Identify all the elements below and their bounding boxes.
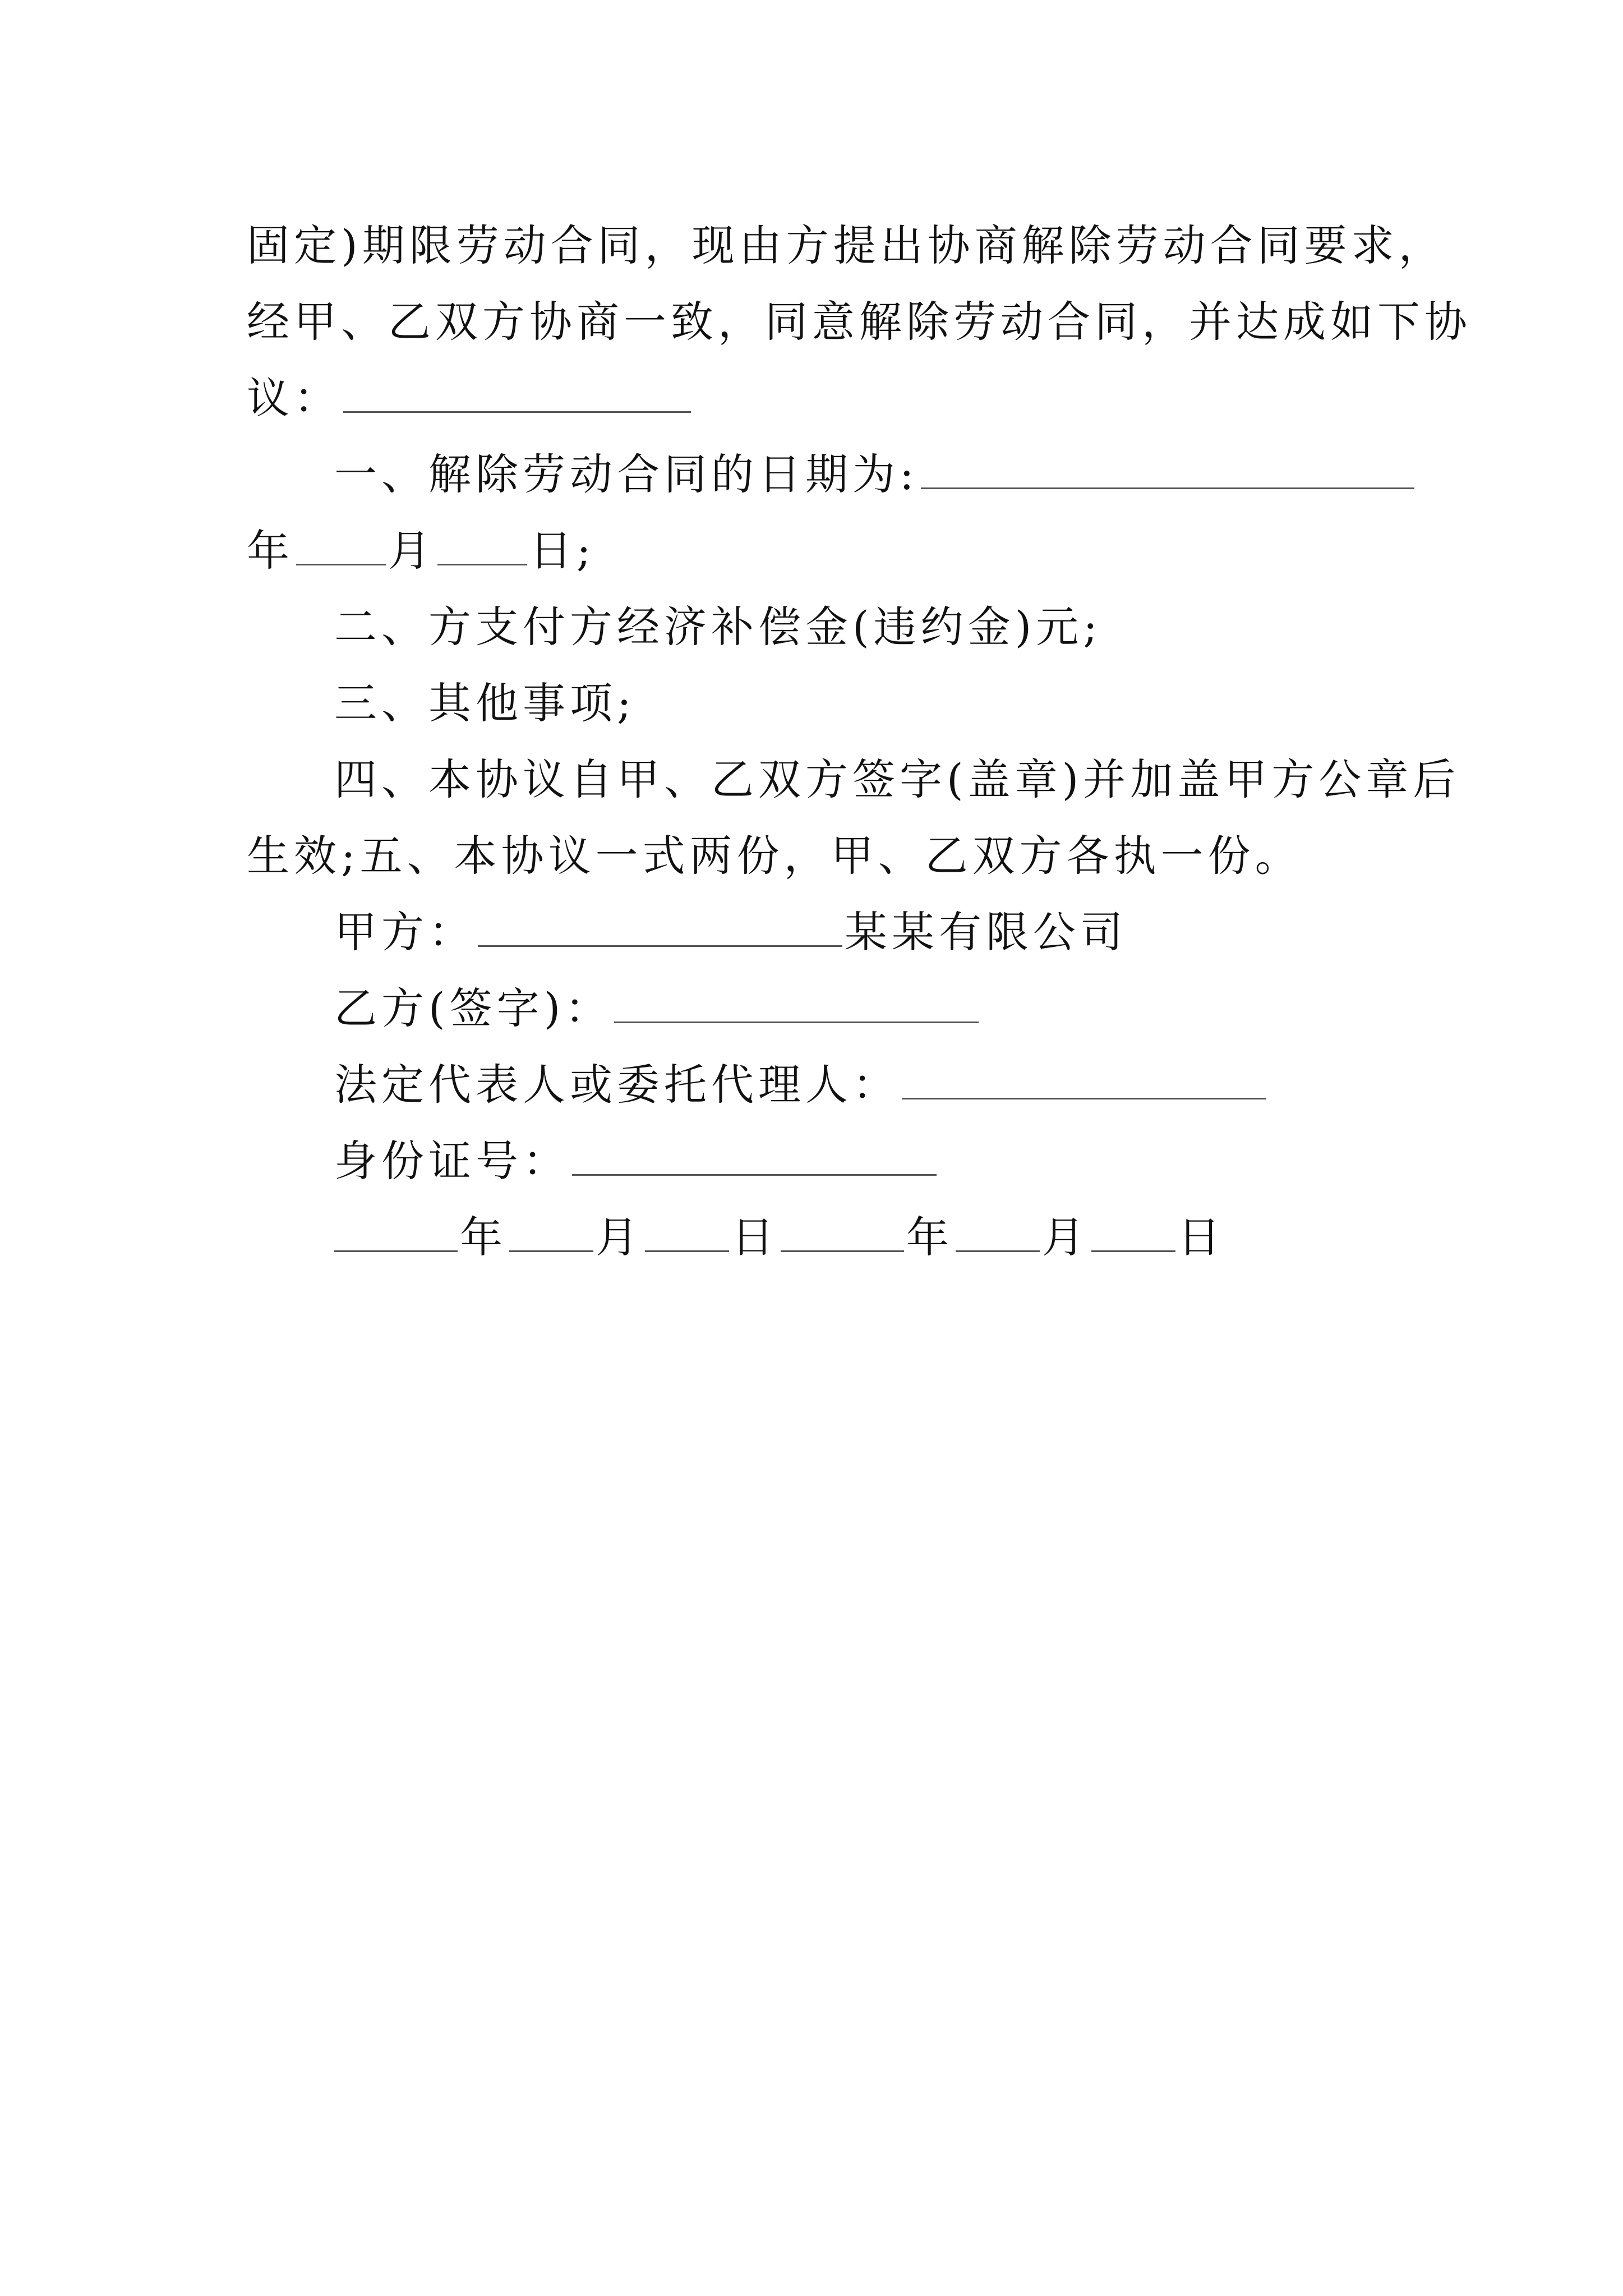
party-a-year-label: 年	[460, 1212, 507, 1262]
legal-rep-label: 法定代表人或委托代理人：	[334, 1060, 900, 1110]
party-a-year-blank[interactable]	[334, 1217, 458, 1252]
party-a-day-label: 日	[731, 1212, 778, 1262]
item-1-line	[334, 447, 1417, 503]
id-number-blank[interactable]	[572, 1140, 937, 1176]
agreement-blank[interactable]	[343, 378, 691, 413]
date-month-label: 月	[388, 526, 435, 576]
party-b-label: 乙方(签字)：	[334, 983, 612, 1033]
party-a-name: 某某有限公司	[845, 907, 1127, 957]
party-a-line	[334, 904, 1127, 960]
party-b-year-label: 年	[906, 1212, 953, 1262]
party-b-day-blank[interactable]	[1091, 1217, 1175, 1252]
party-a-month-label: 月	[596, 1212, 643, 1262]
party-b-month-label: 月	[1042, 1212, 1089, 1262]
item-4-line-2: 生效;五、本协议一式两份，甲、乙双方各执一份。	[247, 831, 1302, 881]
termination-day-blank[interactable]	[437, 530, 527, 565]
party-a-blank[interactable]	[478, 912, 842, 947]
date-day-label: 日;	[529, 526, 596, 576]
party-b-line	[334, 981, 981, 1037]
termination-month-blank[interactable]	[296, 530, 386, 565]
id-number-line	[334, 1133, 939, 1189]
intro-line-3	[247, 370, 693, 426]
intro-line-1: 固定)期限劳动合同，现由方提出协商解除劳动合同要求，	[247, 220, 1446, 270]
legal-rep-blank[interactable]	[902, 1064, 1266, 1099]
intro-line-2: 经甲、乙双方协商一致，同意解除劳动合同，并达成如下协	[247, 297, 1472, 347]
legal-rep-line	[334, 1057, 1269, 1113]
party-a-label: 甲方：	[334, 907, 476, 957]
termination-date-line	[247, 523, 596, 579]
party-a-month-blank[interactable]	[509, 1217, 593, 1252]
party-b-month-blank[interactable]	[956, 1217, 1040, 1252]
party-b-day-label: 日	[1178, 1212, 1225, 1262]
party-b-year-blank[interactable]	[781, 1217, 904, 1252]
item-1-text: 一、解除劳动合同的日期为:	[334, 449, 919, 499]
id-number-label: 身份证号：	[334, 1136, 570, 1186]
item-3-line: 三、其他事项;	[334, 678, 636, 728]
intro-line-3-text: 议：	[247, 373, 341, 423]
termination-date-blank[interactable]	[921, 454, 1414, 489]
party-b-signature-blank[interactable]	[614, 988, 979, 1023]
signing-dates-line	[334, 1209, 1225, 1266]
party-a-day-blank[interactable]	[645, 1217, 729, 1252]
item-4-line-1: 四、本协议自甲、乙双方签字(盖章)并加盖甲方公章后	[334, 754, 1460, 804]
date-year-label: 年	[247, 526, 294, 576]
item-2-line: 二、方支付方经济补偿金(违约金)元;	[334, 602, 1102, 652]
